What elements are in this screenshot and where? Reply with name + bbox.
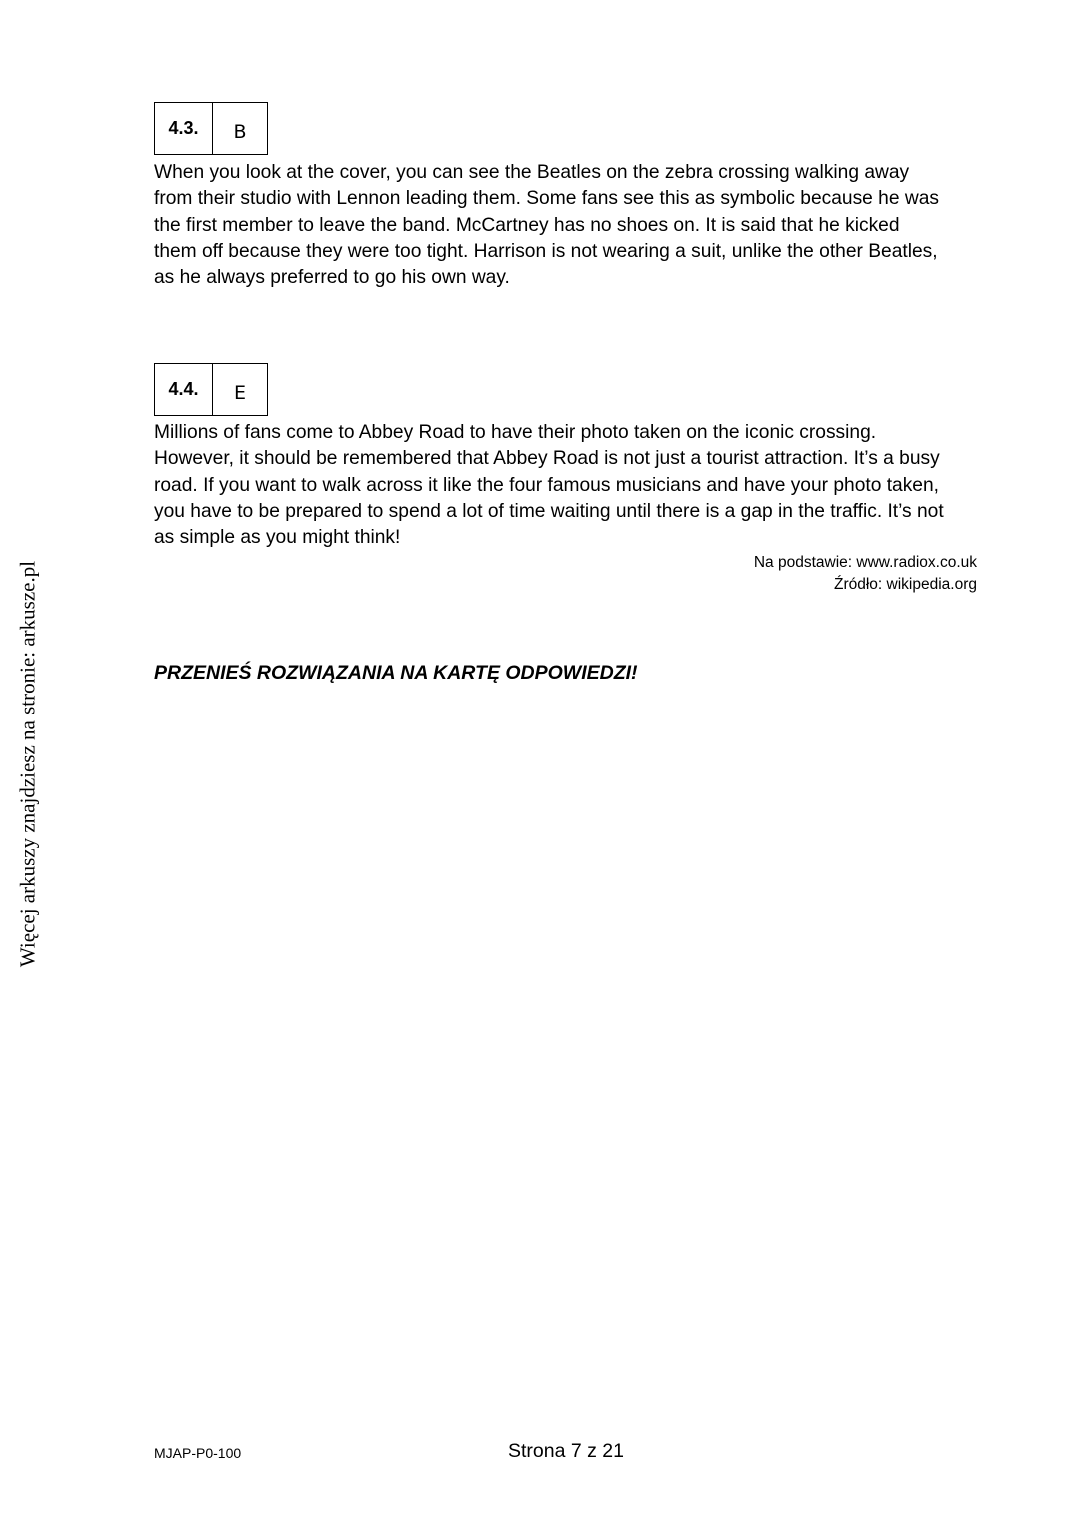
task-number: 4.4. <box>155 364 213 415</box>
transfer-instruction: PRZENIEŚ ROZWIĄZANIA NA KARTĘ ODPOWIEDZI! <box>154 662 638 684</box>
text-line: the first member to leave the band. McCartney has no shoes on. It is said that he kicked <box>154 214 900 236</box>
text-line: you have to be prepared to spend a lot of time waiting until there is a gap in the traffic. It’s not <box>154 500 944 522</box>
source-based-on: Na podstawie: www.radiox.co.uk <box>753 554 977 571</box>
text-line: them off because they were too tight. Harrison is not wearing a suit, unlike the other Beatles, <box>154 240 938 262</box>
side-watermark-text: Więcej arkuszy znajdziesz na stronie: arkusze.pl <box>15 560 40 968</box>
paragraph-4-3 <box>154 160 984 291</box>
text-line: road. If you want to walk across it like the four famous musicians and have your photo taken, <box>154 474 939 496</box>
answer-box-4-3 <box>154 102 268 155</box>
task-number: 4.3. <box>155 103 213 154</box>
handwritten-answer: E <box>233 381 246 404</box>
paragraph-4-4 <box>154 420 984 551</box>
text-line: from their studio with Lennon leading them. Some fans see this as symbolic because he was <box>154 188 939 210</box>
text-line: as he always preferred to go his own way. <box>154 267 510 289</box>
text-line: as simple as you might think! <box>154 527 401 549</box>
sources-block <box>754 552 977 596</box>
text-line: However, it should be remembered that Abbey Road is not just a tourist attraction. It’s a busy <box>154 448 940 470</box>
exam-code: MJAP-P0-100 <box>154 1445 242 1461</box>
page-number: Strona 7 z 21 <box>508 1440 624 1462</box>
text-line: Millions of fans come to Abbey Road to have their photo taken on the iconic crossing. <box>154 422 877 443</box>
answer-box-4-4 <box>154 363 268 416</box>
text-line: When you look at the cover, you can see the Beatles on the zebra crossing walking away <box>154 162 910 183</box>
handwritten-answer: B <box>233 120 247 143</box>
source-image: Źródło: wikipedia.org <box>833 576 977 593</box>
